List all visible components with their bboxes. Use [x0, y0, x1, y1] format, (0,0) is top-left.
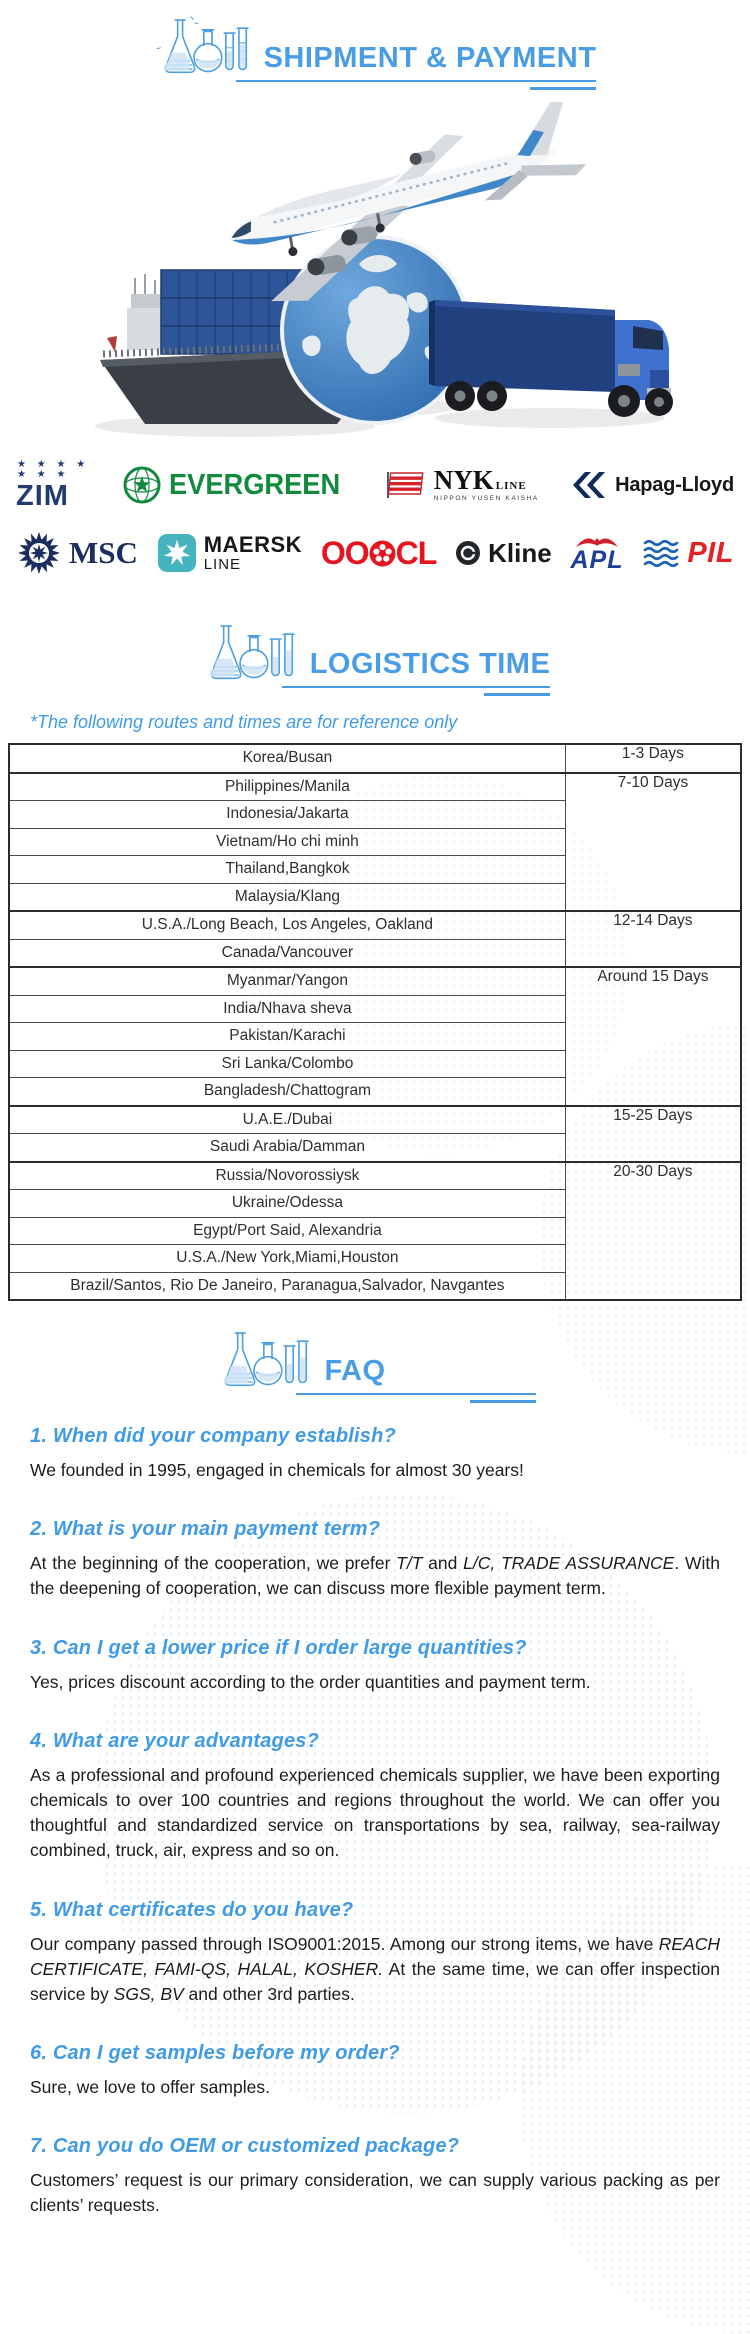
title-underline-accent [470, 1400, 536, 1403]
route-cell: Philippines/Manila [9, 773, 565, 801]
route-cell: U.A.E./Dubai [9, 1106, 565, 1134]
logo-k-line [455, 538, 552, 569]
faq-answer: At the beginning of the cooperation, we prefer T/T and L/C, TRADE ASSURANCE. With the deepening of cooperation, we can discuss more flexible payment term. [30, 1553, 720, 1599]
faq-answer: Customers’ request is our primary consideration, we can supply various packing as per clients’ requests. [30, 2170, 720, 2216]
days-cell: 12-14 Days [565, 911, 741, 967]
route-cell: Malaysia/Klang [9, 883, 565, 911]
oocl-wordmark-right: CL [395, 534, 437, 571]
section-title-logistics: LOGISTICS TIME [309, 648, 551, 680]
faq-answer: As a professional and profound experienced chemicals supplier, we have been exporting chemicals to over 100 countries and regions throughout the world. We can offer you thoughtful and standardized service on transportations by sea, railway, sea-railway combined, truck, air, express and so on. [30, 1764, 720, 1861]
msc-compass-icon [16, 530, 62, 576]
faq-list [30, 1425, 720, 2219]
logo-zim [16, 460, 89, 511]
evergreen-wordmark: EVERGREEN [169, 468, 341, 501]
faq-answer: Our company passed through ISO9001:2015. Among our strong items, we have REACH CERTIFICATE, FAMI-QS, HALAL, KOSHER. At the same time, we can offer inspection service by SGS, BV and other 3rd parties. [30, 1933, 720, 2004]
container-truck-illustration [429, 300, 673, 417]
route-cell: Canada/Vancouver [9, 939, 565, 967]
route-cell: Egypt/Port Said, Alexandria [9, 1217, 565, 1245]
faq-item [30, 1518, 720, 1601]
days-cell: 1-3 Days [565, 744, 741, 773]
logistics-table [8, 743, 742, 1301]
table-row [9, 967, 741, 995]
days-cell: 7-10 Days [565, 773, 741, 912]
shipment-payment-header [154, 14, 597, 90]
logo-nyk-line [385, 467, 539, 503]
faq-item [30, 1425, 720, 1483]
logo-evergreen [122, 465, 351, 505]
hapag-lloyd-wordmark: Hapag-Lloyd [615, 473, 734, 496]
faq-answer: Yes, prices discount according to the order quantities and payment term. [30, 1671, 591, 1692]
k-line-emblem-icon [455, 540, 481, 566]
title-underline [296, 1393, 535, 1395]
title-underline-accent [484, 693, 550, 696]
zim-stars-icon: ★ ★ ★ ★ ★ ★ ★ [17, 458, 90, 480]
route-cell: Brazil/Santos, Rio De Janeiro, Paranagua,Salvador, Navgantes [9, 1272, 565, 1300]
nyk-line-label: LINE [495, 480, 527, 493]
nyk-subtitle: NIPPON YUSEN KAISHA [433, 495, 539, 503]
shipment-hero-image [75, 102, 675, 452]
pil-waves-icon [642, 538, 680, 568]
faq-question: 5. What certificates do you have? [30, 1898, 354, 1921]
route-cell: Vietnam/Ho chi minh [9, 828, 565, 856]
lab-flasks-icon [214, 1327, 312, 1393]
days-cell: 20-30 Days [565, 1162, 741, 1301]
logo-oocl [321, 535, 436, 572]
table-row [9, 773, 741, 801]
faq-header [214, 1327, 535, 1403]
maersk-star-icon [157, 533, 197, 573]
nyk-flag-icon [385, 470, 427, 500]
faq-item [30, 2135, 720, 2218]
faq-question: 1. When did your company establish? [30, 1425, 396, 1447]
days-cell: Around 15 Days [565, 967, 741, 1106]
route-cell: Russia/Novorossiysk [9, 1162, 565, 1190]
zim-wordmark: ZIM [16, 479, 69, 512]
logo-apl [571, 533, 624, 573]
lab-flasks-icon [154, 14, 252, 80]
title-underline [236, 80, 597, 82]
logo-hapag-lloyd [572, 470, 734, 500]
msc-wordmark: MSC [69, 535, 138, 570]
route-cell: Pakistan/Karachi [9, 1023, 565, 1051]
k-line-wordmark: Kline [488, 537, 552, 568]
route-cell: Indonesia/Jakarta [9, 801, 565, 829]
route-cell: Thailand,Bangkok [9, 856, 565, 884]
faq-answer: Sure, we love to offer samples. [30, 2077, 270, 2098]
apl-wordmark: APL [570, 546, 624, 574]
table-row [9, 744, 741, 773]
logistics-note: *The following routes and times are for reference only [30, 712, 458, 732]
title-underline-accent [530, 87, 596, 90]
faq-question: 4. What are your advantages? [30, 1729, 320, 1752]
oocl-wordmark-left: OO [320, 534, 369, 571]
maersk-line-label: LINE [203, 556, 242, 573]
hapag-lloyd-chevrons-icon [572, 470, 608, 500]
route-cell: U.S.A./New York,Miami,Houston [9, 1245, 565, 1273]
faq-item [30, 1730, 720, 1864]
faq-item [30, 1637, 720, 1695]
faq-item [30, 2042, 720, 2100]
logistics-time-header [200, 620, 551, 696]
faq-question: 2. What is your main payment term? [30, 1518, 381, 1541]
route-cell: Sri Lanka/Colombo [9, 1050, 565, 1078]
faq-item [30, 1899, 720, 2008]
faq-question: 7. Can you do OEM or customized package? [30, 2135, 460, 2158]
evergreen-globe-icon [122, 465, 162, 505]
faq-answer: We founded in 1995, engaged in chemicals for almost 30 years! [30, 1460, 524, 1480]
route-cell: Korea/Busan [9, 744, 565, 773]
route-cell: U.S.A./Long Beach, Los Angeles, Oakland [9, 911, 565, 939]
nyk-wordmark: NYK [433, 465, 494, 496]
route-cell: India/Nhava sheva [9, 995, 565, 1023]
logo-maersk [157, 533, 302, 573]
pil-wordmark: PIL [687, 536, 734, 569]
lab-flasks-icon [200, 620, 298, 686]
days-cell: 15-25 Days [565, 1106, 741, 1162]
logo-msc [16, 530, 138, 576]
logo-pil [642, 537, 734, 570]
section-title-shipment: SHIPMENT & PAYMENT [263, 42, 597, 74]
route-cell: Ukraine/Odessa [9, 1190, 565, 1218]
section-title-faq: FAQ [324, 1355, 386, 1387]
route-cell: Bangladesh/Chattogram [9, 1078, 565, 1106]
faq-question: 6. Can I get samples before my order? [30, 2042, 400, 2065]
carrier-logos-row-2 [0, 520, 750, 586]
title-underline [282, 686, 551, 688]
oocl-flower-icon [369, 540, 396, 567]
table-row [9, 911, 741, 939]
table-row [9, 1162, 741, 1190]
table-row [9, 1106, 741, 1134]
maersk-wordmark: MAERSK [203, 532, 303, 557]
route-cell: Saudi Arabia/Damman [9, 1134, 565, 1162]
carrier-logos-row-1 [0, 454, 750, 516]
faq-question: 3. Can I get a lower price if I order large quantities? [30, 1636, 527, 1659]
route-cell: Myanmar/Yangon [9, 967, 565, 995]
